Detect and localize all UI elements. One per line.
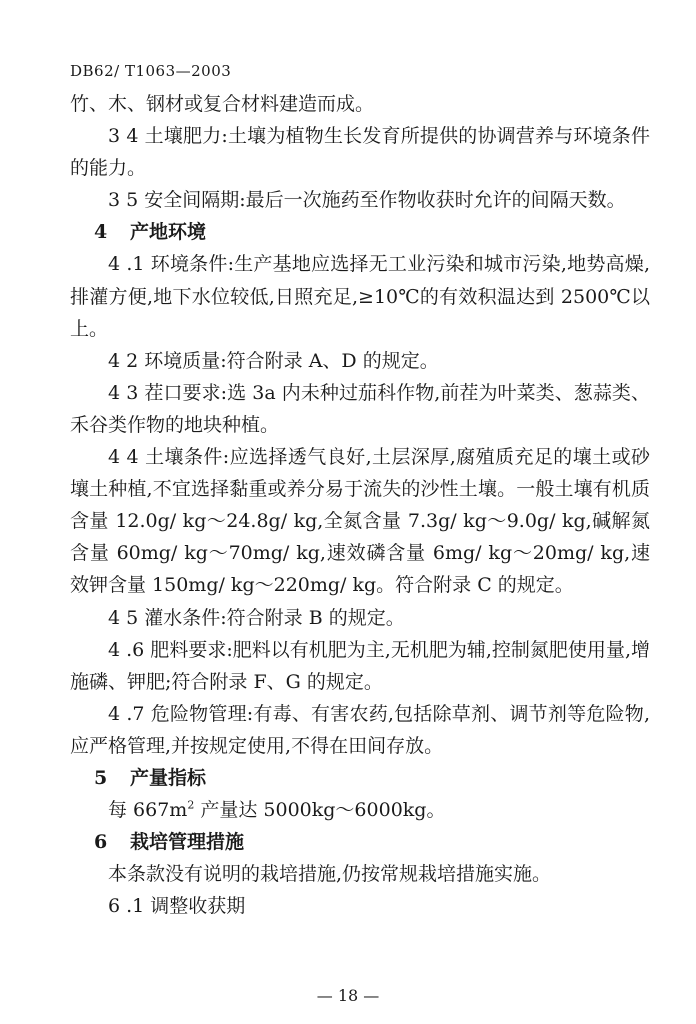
paragraph-4-1: 4 .1 环境条件:生产基地应选择无工业污染和城市污染,地势高燥,排灌方便,地下水位较低,日照充足,≥10℃的有效积温达到 2500℃以上。 — [70, 253, 650, 340]
superscript: 2 — [187, 798, 195, 812]
section-title: 栽培管理措施 — [130, 831, 245, 854]
section-number: 5 — [94, 766, 108, 789]
paragraph-4-4: 4 4 土壤条件:应选择透气良好,土层深厚,腐殖质充足的壤土或砂壤土种植,不宜选择黏重或养分易于流失的沙性土壤。一般土壤有机质含量 12.0g/ kg～24.8g/ kg,全氮含量 7.3g/ kg～9.0g/ kg,碱解氮含量 60mg/ kg～70mg/ kg,速效磷含量 6mg/ kg～20mg/ kg,速效钾含量 150mg/ kg～220mg/ kg。符合附录 C 的规定。 — [70, 446, 650, 597]
section-title: 产量指标 — [130, 766, 207, 789]
section-heading-6 — [70, 826, 650, 858]
page-number: — 18 — — [316, 986, 380, 1005]
standard-code-header: DB62/ T1063—2003 — [70, 62, 232, 80]
paragraph-continuation: 竹、木、钢材或复合材料建造而成。 — [70, 93, 375, 115]
paragraph-yield — [70, 794, 650, 826]
paragraph-4-7: 4 .7 危险物管理:有毒、有害农药,包括除草剂、调节剂等危险物,应严格管理,并按规定使用,不得在田间存放。 — [70, 702, 650, 757]
body-text — [70, 88, 650, 922]
section-heading-4 — [70, 216, 650, 248]
paragraph-3-5: 3 5 安全间隔期:最后一次施药至作物收获时允许的间隔天数。 — [108, 189, 626, 212]
paragraph-6-intro: 本条款没有说明的栽培措施,仍按常规栽培措施实施。 — [108, 863, 552, 886]
yield-text-after: 产量达 5000kg～6000kg。 — [194, 799, 446, 822]
section-number: 6 — [94, 831, 108, 854]
paragraph-4-3: 4 3 茬口要求:选 3a 内未种过茄科作物,前茬为叶菜类、葱蒜类、禾谷类作物的地块种植。 — [70, 381, 650, 436]
paragraph-3-4: 3 4 土壤肥力:土壤为植物生长发育所提供的协调营养与环境条件的能力。 — [70, 125, 650, 180]
section-heading-5 — [70, 762, 650, 794]
section-number: 4 — [94, 221, 108, 244]
paragraph-4-5: 4 5 灌水条件:符合附录 B 的规定。 — [108, 606, 405, 629]
section-title: 产地环境 — [130, 221, 207, 244]
paragraph-4-2: 4 2 环境质量:符合附录 A、D 的规定。 — [108, 349, 439, 372]
yield-text-before: 每 667m — [108, 799, 188, 822]
paragraph-6-1: 6 .1 调整收获期 — [108, 895, 246, 918]
paragraph-4-6: 4 .6 肥料要求:肥料以有机肥为主,无机肥为辅,控制氮肥使用量,增施磷、钾肥;符合附录 F、G 的规定。 — [70, 638, 650, 693]
